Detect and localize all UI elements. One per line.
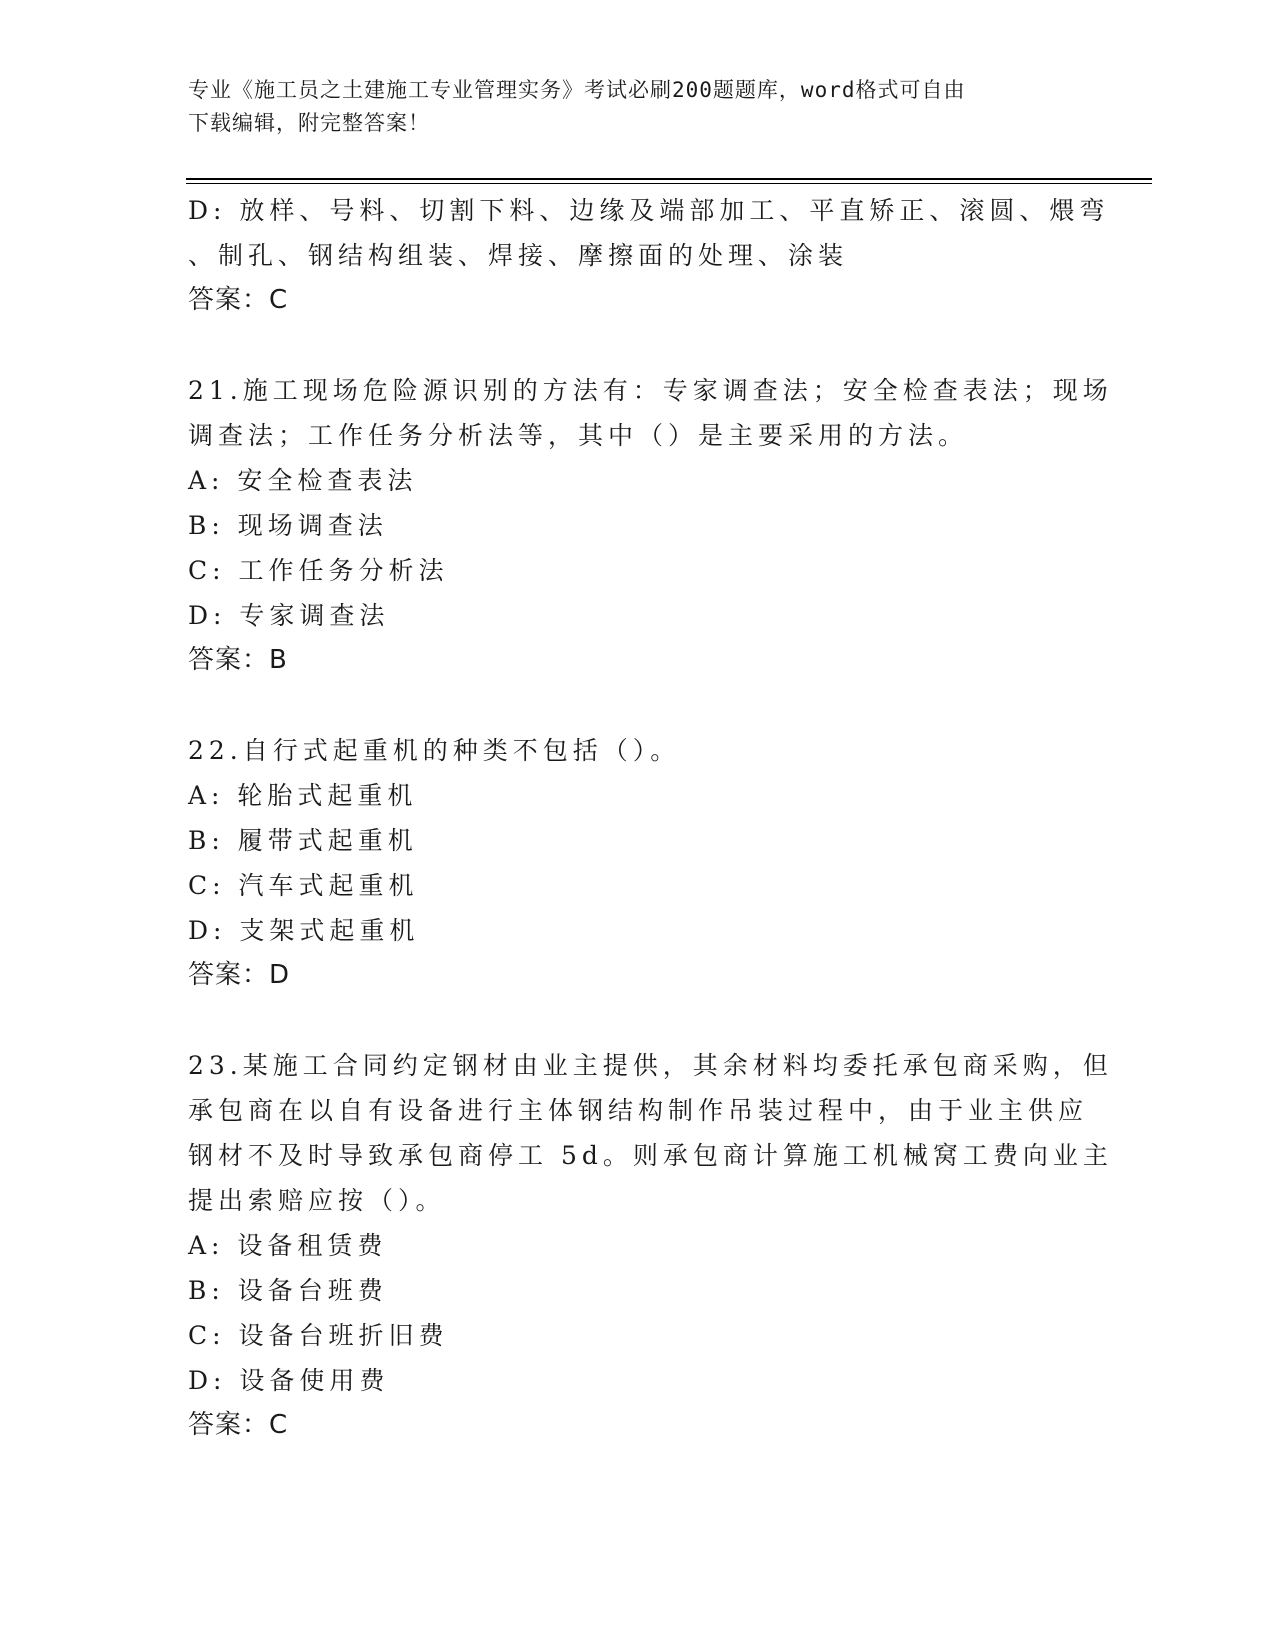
document-header: [188, 74, 1078, 140]
option-b: B: 现场调查法: [188, 511, 388, 540]
question-23: [188, 1043, 1113, 1448]
header-line-1: 专业《施工员之土建施工专业管理实务》考试必刷200题题库，word格式可自由: [188, 78, 966, 102]
header-line-2: 下载编辑，附完整答案！: [188, 111, 430, 135]
header-rule-thin: [186, 183, 1152, 184]
answer-line: 答案：B: [188, 645, 288, 675]
answer-line: 答案：C: [188, 285, 289, 315]
option-d: D: 放样、号料、切割下料、边缘及端部加工、平直矫正、滚圆、煨弯: [188, 196, 1110, 225]
header-rule-thick: [186, 178, 1152, 180]
question-22: [188, 728, 1088, 998]
question-stem-continued: 提出索赔应按（）。: [188, 1186, 446, 1215]
answer-line: 答案：D: [188, 960, 291, 990]
option-c: C: 汽车式起重机: [188, 871, 419, 900]
option-a: A: 轮胎式起重机: [188, 781, 418, 810]
option-b: B: 履带式起重机: [188, 826, 418, 855]
spacer: [188, 998, 1088, 1043]
option-c: C: 工作任务分析法: [188, 556, 449, 585]
question-stem: 21.施工现场危险源识别的方法有：专家调查法；安全检查表法；现场: [188, 376, 1113, 405]
answer-line: 答案：C: [188, 1410, 289, 1440]
question-stem-continued: 调查法；工作任务分析法等，其中（）是主要采用的方法。: [188, 421, 969, 450]
option-d: D: 专家调查法: [188, 601, 390, 630]
option-a: A: 安全检查表法: [188, 466, 418, 495]
question-21: [188, 368, 1113, 683]
question-stem-continued: 钢材不及时导致承包商停工 5d。则承包商计算施工机械窝工费向业主: [188, 1141, 1113, 1170]
option-a: A: 设备租赁费: [188, 1231, 388, 1260]
option-b: B: 设备台班费: [188, 1276, 388, 1305]
spacer: [188, 323, 1088, 368]
option-d: D: 支架式起重机: [188, 916, 420, 945]
option-c: C: 设备台班折旧费: [188, 1321, 449, 1350]
question-stem-continued: 承包商在以自有设备进行主体钢结构制作吊装过程中，由于业主供应: [188, 1096, 1089, 1125]
option-d-continued: 、制孔、钢结构组装、焊接、摩擦面的处理、涂装: [188, 241, 849, 270]
question-stem: 22.自行式起重机的种类不包括（）。: [188, 736, 681, 765]
spacer: [188, 683, 1088, 728]
question-20-tail: [188, 188, 1110, 323]
question-list: [188, 188, 1113, 1448]
option-d: D: 设备使用费: [188, 1366, 390, 1395]
question-stem: 23.某施工合同约定钢材由业主提供，其余材料均委托承包商采购，但: [188, 1051, 1113, 1080]
